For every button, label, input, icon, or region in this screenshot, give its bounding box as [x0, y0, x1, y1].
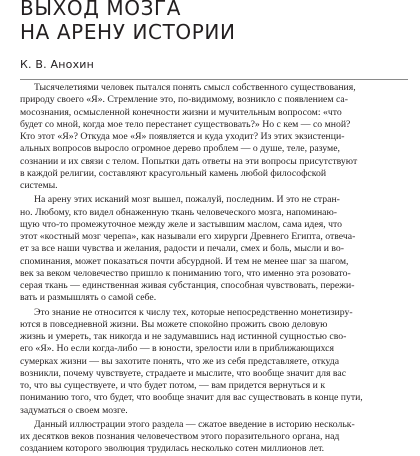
text-line: Это знание не относится к числу тех, которые непосредственно монетизиру-	[34, 306, 353, 318]
text-line: альных вопросов выросло огромное дерево проблем — о душе, теле, разуме,	[20, 143, 340, 155]
text-line: век за веком человечество пришло к пониманию того, что именно эта розовато-	[20, 267, 351, 279]
text-line: жизнь и умереть, так никогда и не задумавшись над истинной сущностью сво-	[20, 331, 347, 342]
body-paragraph	[20, 194, 400, 304]
text-line: его «Я». Но если когда-либо — в юности, зрелости или в приближающихся	[20, 343, 334, 355]
text-line: споминания, может показаться почти абсурдной. И тем не менее шаг за шагом,	[20, 255, 349, 267]
text-line: На арену этих исканий мозг вышел, пожалуй, последним. И это не стран-	[34, 194, 340, 206]
article-body	[20, 82, 400, 456]
text-line: этот «костный мозг черепа», как называли его хирурги Древнего Египта, отвеча-	[20, 231, 356, 242]
text-line: вать и размышлять о самой себе.	[20, 292, 157, 304]
text-line: сознании и их связи с телом. Попытки дать ответы на эти вопросы присутствуют	[20, 155, 358, 167]
text-line: Тысячелетиями человек пытался понять смысл собственного существования,	[34, 82, 356, 93]
text-line: ются в повседневной жизни. Вы можете спокойно прожить свою деловую	[20, 318, 328, 330]
text-line: Кто этот «Я»? Откуда мое «Я» появляется и куда уходит? Из этих экзистенци-	[20, 131, 345, 142]
text-line: возникли, почему чувствуете, страдаете и мыслите, что вообще значит для вас	[20, 367, 347, 379]
text-line: в каждой религии, составляют красугольный камень любой философской	[20, 167, 327, 179]
text-line: пониманию того, что будет, что вообще значит для вас существовать в конце пути,	[20, 392, 363, 404]
page-title-line-1: ВЫХОД МОЗГА	[20, 0, 182, 20]
text-line: ет за все наши чувства и желания, радости и печали, смех и боль, мысли и во-	[20, 243, 345, 255]
text-line: их десятков веков познания человечеством этого поразительного органа, над	[20, 431, 340, 442]
header-divider	[20, 79, 408, 80]
text-line: созданием которого эволюция трудилась несколько сотен миллионов лет.	[20, 443, 325, 455]
author-name: К. В. Анохин	[20, 58, 95, 71]
body-paragraph	[20, 419, 400, 456]
text-line: но. Любому, кто видел обнаженную ткань человеческого мозга, напоминаю-	[20, 206, 338, 218]
body-paragraph	[20, 82, 400, 192]
page-title	[20, 0, 410, 44]
text-line: серая ткань — единственная живая субстанция, способная чувствовать, пережи-	[20, 280, 355, 291]
page-title-line-2: НА АРЕНУ ИСТОРИИ	[20, 20, 236, 44]
text-line: мосознания, осмысленной конечности жизни и мучительным вопросом: «что	[20, 106, 342, 118]
text-line: природу своего «Я». Стремление это, по-видимому, возникло с появлением са-	[20, 94, 348, 106]
text-line: будет со мной, когда мое тело перестанет существовать?» Но с кем — со мной?	[20, 118, 351, 130]
body-paragraph	[20, 307, 400, 417]
text-line: то, что вы существуете, и что будет потом, — вам придется вернуться и к	[20, 380, 326, 391]
text-line: сумерках жизни — вы захотите понять, что же из себя представляете, откуда	[20, 355, 340, 367]
text-line: щую что-то промежуточное между желе и застывшим маслом, сама идея, что	[20, 218, 342, 230]
text-line: системы.	[20, 180, 58, 191]
text-line: Данный иллюстрации этого раздела — сжатое введение в историю нескольк-	[34, 418, 355, 430]
text-line: задуматься о своем мозге.	[20, 404, 128, 416]
